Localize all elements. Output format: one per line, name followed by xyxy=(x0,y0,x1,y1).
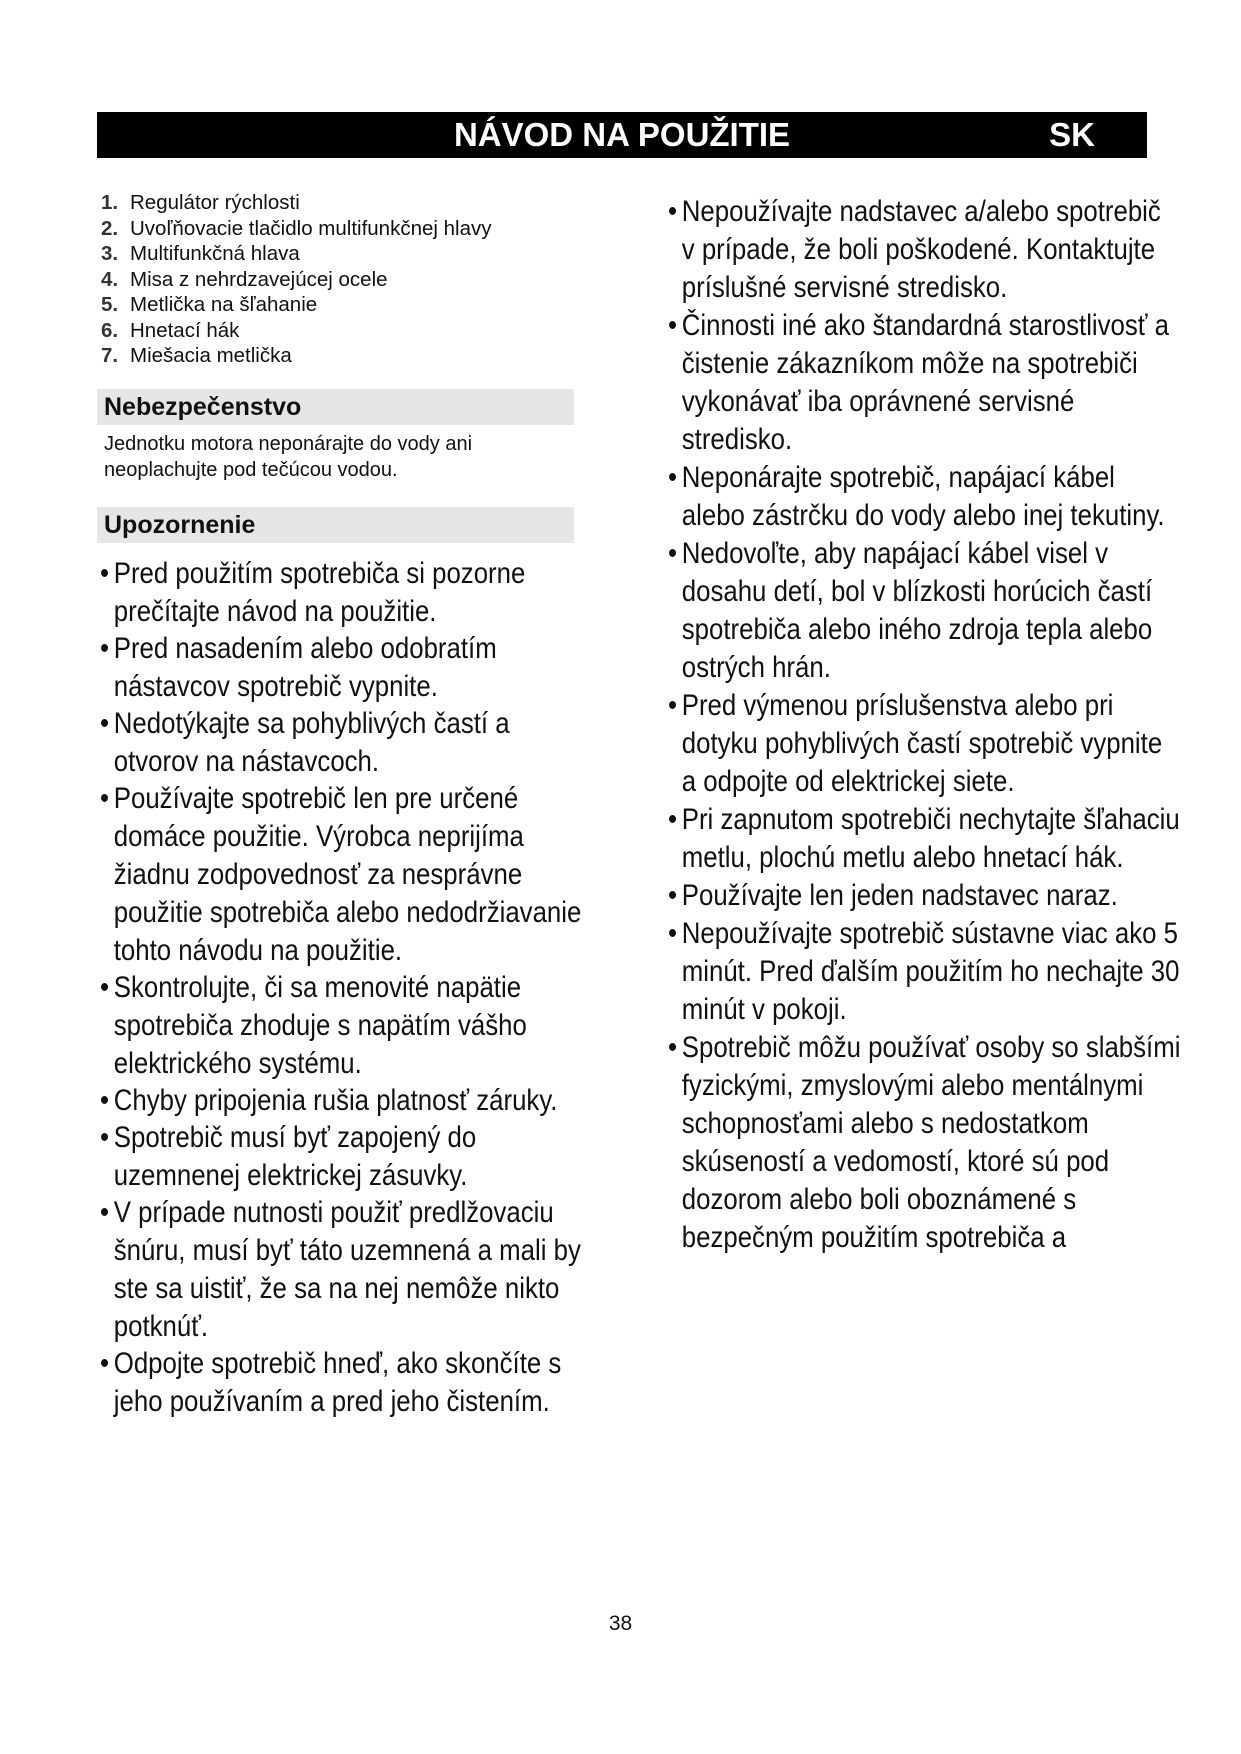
page-header xyxy=(97,112,1147,158)
bullet-icon: • xyxy=(100,1346,110,1380)
warning-item: • Pred výmenou príslušenstva alebo pri dotyku pohyblivých častí spotrebič vypnite a odpojte od elektrickej siete. xyxy=(668,689,1163,798)
warning-list-right xyxy=(668,193,1181,1257)
danger-text: Jednotku motora neponárajte do vody ani neoplachujte pod tečúcou vodou. xyxy=(104,432,473,481)
parts-list-item: 3. Multifunkčná hlava xyxy=(101,242,300,265)
page-number: 38 xyxy=(608,1612,633,1635)
bullet-icon: • xyxy=(668,917,678,950)
bullet-icon: • xyxy=(668,195,678,228)
parts-list-item: 5. Metlička na šľahanie xyxy=(101,293,318,316)
parts-list-item: 4. Misa z nehrdzavejúcej ocele xyxy=(101,267,388,291)
warning-item: • Chyby pripojenia rušia platnosť záruky. xyxy=(100,1082,600,1120)
bullet-icon: • xyxy=(668,461,678,494)
warning-item: • Pred nasadením alebo odobratím nástavcov spotrebič vypnite. xyxy=(100,631,497,703)
bullet-icon: • xyxy=(100,631,110,665)
language-code: SK xyxy=(1049,116,1095,153)
parts-list-item: 1. Regulátor rýchlosti xyxy=(101,191,300,214)
bullet-icon: • xyxy=(100,970,110,1004)
warning-item: • Používajte spotrebič len pre určené domáce použitie. Výrobca neprijíma žiadnu zodpovednosť za nesprávne použitie spotrebiča alebo nedodržiavanie tohto návodu na použitie. xyxy=(100,781,582,967)
page-title: NÁVOD NA POUŽITIE xyxy=(453,116,791,153)
bullet-icon: • xyxy=(668,689,678,722)
right-column xyxy=(668,193,1181,1257)
warning-item: • Odpojte spotrebič hneď, ako skončíte s jeho používaním a pred jeho čistením. xyxy=(100,1346,562,1418)
parts-list-item: 7. Miešacia metlička xyxy=(101,344,292,367)
warning-item: • Nepoužívajte spotrebič sústavne viac ako 5 minút. Pred ďalším použitím ho nechajte 30 minút v pokoji. xyxy=(668,917,1180,1026)
warning-heading: Upozornenie xyxy=(97,507,574,543)
danger-heading: Nebezpečenstvo xyxy=(97,389,574,425)
bullet-icon: • xyxy=(100,1120,110,1154)
warning-item: • Skontrolujte, či sa menovité napätie spotrebiča zhoduje s napätím vášho elektrického systému. xyxy=(100,970,527,1080)
left-column xyxy=(97,190,587,1420)
warning-item: • V prípade nutnosti použiť predlžovaciu šnúru, musí byť táto uzemnená a mali by ste sa uistiť, že sa na nej nemôže nikto potknúť. xyxy=(100,1195,581,1343)
warning-item: • Pred použitím spotrebiča si pozorne prečítajte návod na použitie. xyxy=(100,556,526,628)
warning-item: • Nepoužívajte nadstavec a/alebo spotrebič v prípade, že boli poškodené. Kontaktujte príslušné servisné stredisko. xyxy=(668,195,1161,304)
warning-item: • Spotrebič môžu používať osoby so slabšími fyzickými, zmyslovými alebo mentálnymi schopnosťami alebo s nedostatkom skúseností a vedomostí, ktoré sú pod dozorom alebo boli oboznámené s bezpečným použitím spotrebiča a xyxy=(668,1031,1181,1254)
bullet-icon: • xyxy=(100,1083,110,1117)
warning-item: • Činnosti iné ako štandardná starostlivosť a čistenie zákazníkom môže na spotrebiči vykonávať iba oprávnené servisné stredisko. xyxy=(668,309,1170,456)
warning-item: • Nedovoľte, aby napájací kábel visel v dosahu detí, bol v blízkosti horúcich častí spotrebiča alebo iného zdroja tepla alebo ostrých hrán. xyxy=(668,537,1153,684)
bullet-icon: • xyxy=(668,1031,678,1064)
warning-item: • Používajte len jeden nadstavec naraz. xyxy=(668,877,1181,915)
parts-list-item: 6. Hnetací hák xyxy=(101,318,240,342)
warning-item: • Nedotýkajte sa pohyblivých častí a otvorov na nástavcoch. xyxy=(100,706,510,778)
bullet-icon: • xyxy=(100,781,110,815)
parts-list xyxy=(97,190,587,369)
bullet-icon: • xyxy=(100,706,110,740)
bullet-icon: • xyxy=(668,537,678,570)
bullet-icon: • xyxy=(668,879,678,912)
parts-list-item: 2. Uvoľňovacie tlačidlo multifunkčnej hlavy xyxy=(101,216,492,240)
bullet-icon: • xyxy=(100,1195,110,1229)
bullet-icon: • xyxy=(668,309,678,342)
bullet-icon: • xyxy=(100,556,110,590)
warning-item: • Pri zapnutom spotrebiči nechytajte šľahaciu metlu, plochú metlu alebo hnetací hák. xyxy=(668,803,1180,874)
warning-item: • Neponárajte spotrebič, napájací kábel alebo zástrčku do vody alebo inej tekutiny. xyxy=(668,461,1165,532)
warning-item: • Spotrebič musí byť zapojený do uzemnenej elektrickej zásuvky. xyxy=(100,1120,477,1192)
warning-list-left xyxy=(97,555,587,1421)
bullet-icon: • xyxy=(668,803,678,836)
